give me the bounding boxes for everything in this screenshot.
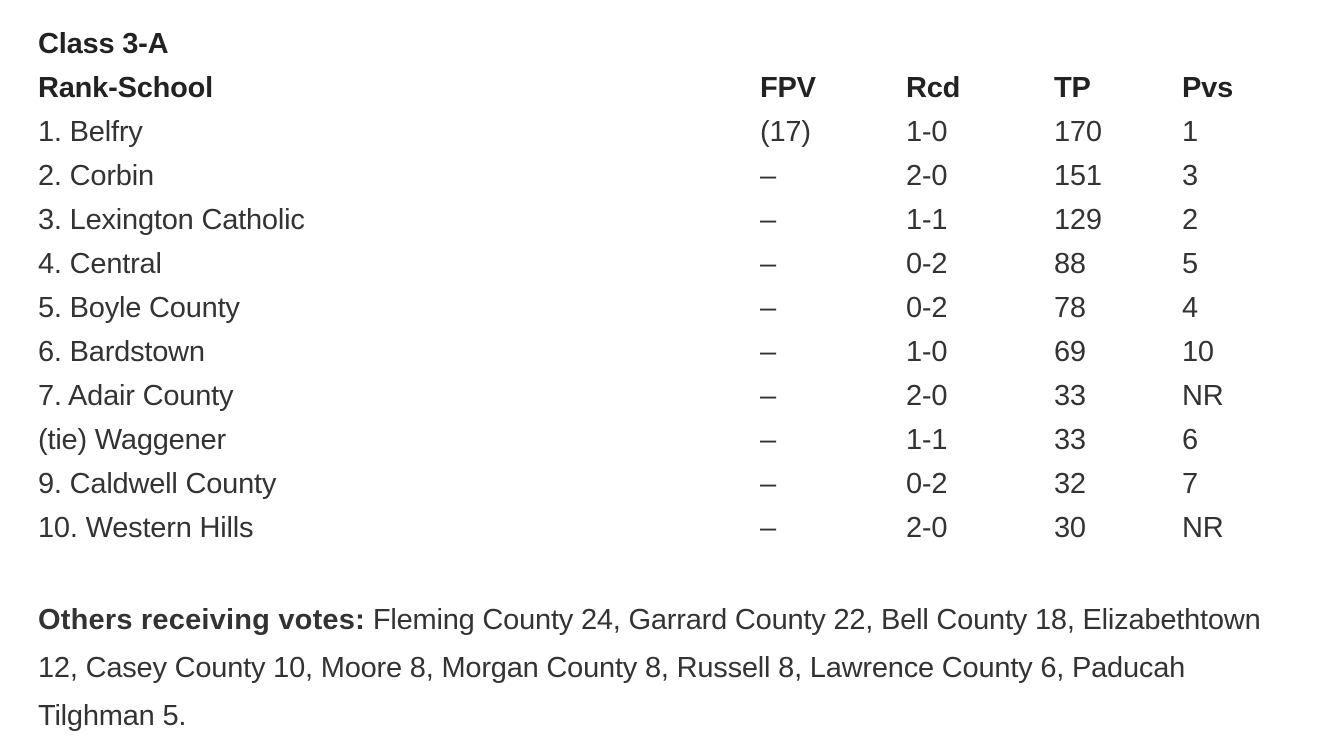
table-row <box>38 154 1298 198</box>
cell-rcd: 0-2 <box>906 468 948 500</box>
cell-tp: 33 <box>1054 424 1086 456</box>
cell-rcd: 2-0 <box>906 160 948 192</box>
cell-pvs: 3 <box>1182 160 1198 192</box>
table-row <box>38 462 1298 506</box>
others-list: Fleming County 24, Garrard County 22, Bell County 18, Elizabethtown 12, Casey County 10, Moore 8, Morgan County 8, Russell 8, Lawrence County 6, Paducah Tilghman 5. <box>38 604 1261 732</box>
cell-rcd: 2-0 <box>906 380 948 412</box>
cell-pvs: NR <box>1182 512 1224 544</box>
cell-school: 10. Western Hills <box>38 512 254 544</box>
cell-tp: 30 <box>1054 512 1086 544</box>
cell-tp: 32 <box>1054 468 1086 500</box>
cell-school: 6. Bardstown <box>38 336 205 368</box>
cell-school: 4. Central <box>38 248 162 280</box>
table-row <box>38 198 1298 242</box>
cell-fpv: (17) <box>760 116 811 148</box>
cell-tp: 151 <box>1054 160 1102 192</box>
cell-rcd: 0-2 <box>906 292 948 324</box>
cell-rcd: 1-1 <box>906 204 948 236</box>
table-row <box>38 330 1298 374</box>
others-receiving-votes <box>38 596 1278 740</box>
cell-fpv: – <box>760 204 776 236</box>
rankings-page <box>38 22 1298 732</box>
cell-school: 1. Belfry <box>38 116 143 148</box>
header-pvs: Pvs <box>1182 72 1233 104</box>
rankings-table <box>38 66 1298 550</box>
cell-fpv: – <box>760 424 776 456</box>
cell-pvs: NR <box>1182 380 1224 412</box>
cell-pvs: 10 <box>1182 336 1214 368</box>
cell-tp: 69 <box>1054 336 1086 368</box>
cell-fpv: – <box>760 512 776 544</box>
cell-rcd: 1-0 <box>906 336 948 368</box>
class-title: Class 3-A <box>38 28 169 60</box>
cell-rcd: 1-0 <box>906 116 948 148</box>
cell-rcd: 2-0 <box>906 512 948 544</box>
cell-school: 5. Boyle County <box>38 292 240 324</box>
others-label: Others receiving votes: <box>38 604 365 636</box>
table-row <box>38 418 1298 462</box>
cell-rcd: 0-2 <box>906 248 948 280</box>
header-tp: TP <box>1054 72 1091 104</box>
cell-pvs: 6 <box>1182 424 1198 456</box>
table-row <box>38 286 1298 330</box>
cell-fpv: – <box>760 468 776 500</box>
table-row <box>38 374 1298 418</box>
cell-pvs: 5 <box>1182 248 1198 280</box>
cell-pvs: 1 <box>1182 116 1198 148</box>
cell-school: (tie) Waggener <box>38 424 226 456</box>
cell-tp: 170 <box>1054 116 1102 148</box>
cell-school: 3. Lexington Catholic <box>38 204 305 236</box>
cell-school: 7. Adair County <box>38 380 234 412</box>
table-row <box>38 506 1298 550</box>
header-rank-school: Rank-School <box>38 72 214 104</box>
cell-fpv: – <box>760 336 776 368</box>
cell-pvs: 4 <box>1182 292 1198 324</box>
cell-fpv: – <box>760 160 776 192</box>
cell-tp: 33 <box>1054 380 1086 412</box>
cell-tp: 129 <box>1054 204 1102 236</box>
table-header-row <box>38 66 1298 110</box>
cell-fpv: – <box>760 292 776 324</box>
cell-fpv: – <box>760 248 776 280</box>
header-fpv: FPV <box>760 72 816 104</box>
table-row <box>38 242 1298 286</box>
header-rcd: Rcd <box>906 72 961 104</box>
cell-fpv: – <box>760 380 776 412</box>
cell-pvs: 2 <box>1182 204 1198 236</box>
cell-school: 9. Caldwell County <box>38 468 277 500</box>
table-row <box>38 110 1298 154</box>
cell-tp: 78 <box>1054 292 1086 324</box>
cell-rcd: 1-1 <box>906 424 948 456</box>
cell-tp: 88 <box>1054 248 1086 280</box>
cell-pvs: 7 <box>1182 468 1198 500</box>
cell-school: 2. Corbin <box>38 160 154 192</box>
